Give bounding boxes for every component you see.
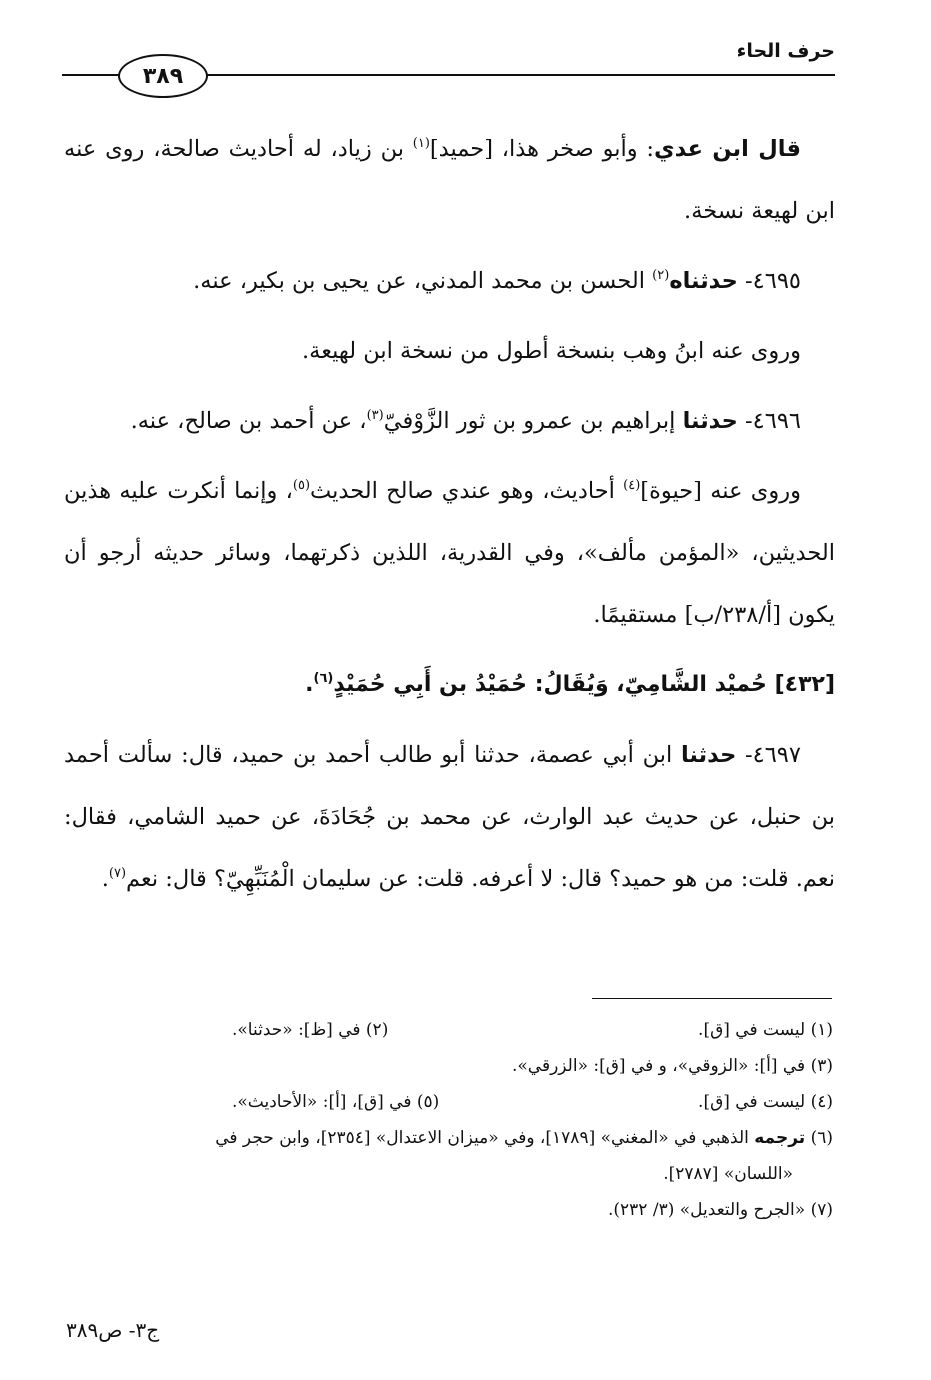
- volume-page-reference: ج٣- ص٣٨٩: [66, 1318, 160, 1342]
- page-number: ٣٨٩: [142, 63, 184, 89]
- footnote-6: [62, 1120, 833, 1156]
- footnote-row: [62, 1084, 833, 1120]
- paragraph-haywa: [64, 460, 835, 646]
- hadith-4695: [64, 250, 835, 312]
- paragraph-text: الحسن بن محمد المدني، عن يحيى بن بكير، عنه.: [193, 268, 653, 294]
- paragraph-text: ، وإنما أنكرت عليه هذين الحديثين، «المؤمن مألف»، وفي القدرية، اللذين ذكرتهما، وسائر حديثه أرجو أن يكون [أ/٢٣٨/ب] مستقيمًا.: [64, 478, 835, 628]
- hadith-keyword: حدثنا: [682, 408, 738, 434]
- paragraph-ibn-wahb: [64, 320, 835, 382]
- hadith-keyword: حدثناه: [669, 268, 738, 294]
- footnote-6-keyword: ترجمه: [754, 1128, 806, 1148]
- paragraph-end: .: [101, 866, 109, 892]
- paragraph-text: أحاديث، وهو عندي صالح الحديث: [310, 478, 624, 504]
- hadith-4697: [64, 724, 835, 910]
- footnote-ref-4: (٤): [623, 478, 641, 493]
- footnote-6-continuation: «اللسان» [٢٧٨٧].: [663, 1164, 793, 1184]
- footnote-2: (٢) في [ظ]: «حدثنا».: [232, 1020, 389, 1040]
- footnote-ref-6: (٦): [313, 671, 334, 686]
- hadith-keyword: حدثنا: [680, 742, 737, 768]
- paragraph-text: إبراهيم بن عمرو بن ثور الزَّوْفيّ: [383, 408, 683, 434]
- paragraph-text: وروى عنه [حيوة]: [640, 478, 801, 504]
- hadith-number: ٤٦٩٥-: [737, 268, 801, 294]
- footnote-row: [62, 1048, 833, 1084]
- footnotes: [62, 1012, 833, 1228]
- hadith-number: ٤٦٩٦-: [737, 408, 801, 434]
- main-text: [64, 118, 835, 918]
- footnote-ref-5: (٥): [292, 478, 311, 493]
- footnote-row: [62, 1012, 833, 1048]
- paragraph-text: ، عن أحمد بن صالح، عنه.: [130, 408, 367, 434]
- footnote-row: [62, 1192, 833, 1228]
- footnote-6-number: (٦): [805, 1128, 833, 1148]
- footnote-5: (٥) في [ق]، [أ]: «الأحاديث».: [232, 1092, 440, 1112]
- footnote-ref-2: (٢): [652, 268, 670, 283]
- paragraph-ibn-adi: [64, 118, 835, 242]
- paragraph-text: ابن أبي عصمة، حدثنا أبو طالب أحمد بن حميد، قال: سألت أحمد بن حنبل، عن حديث عبد الوارث، عن محمد بن جُحَادَةَ، عن حميد الشامي، فقال: نعم. قلت: من هو حميد؟ قال: لا أعرفه. قلت: عن سليمان الْمُنَبِّهِيّ؟ قال: نعم: [64, 742, 835, 892]
- hadith-4696: [64, 390, 835, 452]
- paragraph-text: بن زياد، له أحاديث صالحة، روى عنه ابن لهيعة نسخة.: [64, 136, 835, 224]
- footnote-1: (١) ليست في [ق].: [698, 1020, 833, 1040]
- paragraph-text: : وأبو صخر هذا، [حميد]: [429, 136, 654, 162]
- footnote-ref-3: (٣): [366, 408, 384, 423]
- page-number-badge: [118, 54, 208, 98]
- heading-end: .: [305, 672, 314, 697]
- footnote-4: (٤) ليست في [ق].: [698, 1092, 833, 1112]
- entry-heading-432: [64, 654, 835, 716]
- footnote-3: (٣) في [أ]: «الزوقي»، و في [ق]: «الزرقي».: [511, 1056, 833, 1076]
- paragraph-text: وروى عنه ابنُ وهب بنسخة أطول من نسخة ابن لهيعة.: [302, 338, 801, 364]
- speaker-label: قال ابن عدي: [653, 136, 801, 162]
- chapter-title: حرف الحاء: [736, 40, 835, 62]
- footnote-6-text: الذهبي في «المغني» [١٧٨٩]، وفي «ميزان الاعتدال» [٢٣٥٤]، وابن حجر في: [215, 1128, 755, 1148]
- entry-heading-text: [٤٣٢] حُميْد الشَّامِيّ، وَيُقَالُ: حُمَيْدُ بن أَبِي حُمَيْدٍ: [333, 672, 835, 697]
- footnote-separator: [592, 998, 832, 999]
- hadith-number: ٤٦٩٧-: [736, 742, 801, 768]
- footnote-ref-1: (١): [412, 136, 430, 151]
- footnote-ref-7: (٧): [108, 866, 127, 881]
- footnote-7: (٧) «الجرح والتعديل» (٣/ ٢٣٢).: [608, 1200, 833, 1220]
